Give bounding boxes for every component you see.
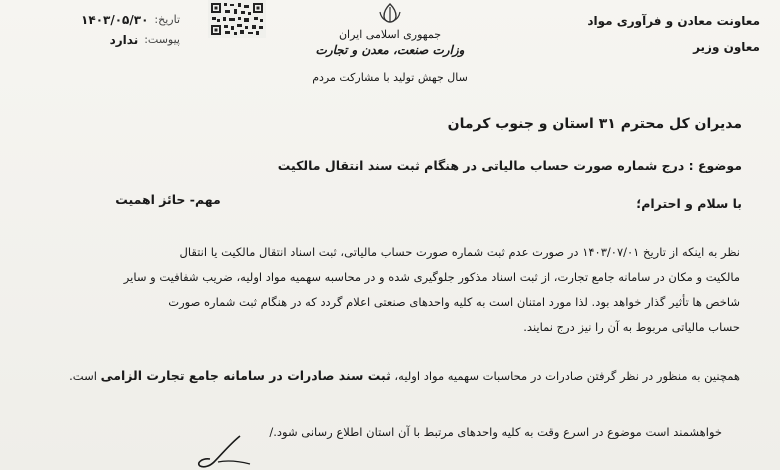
paragraph-text: همچنین به منظور در نظر گرفتن صادرات در محاسبات سهمیه مواد اولیه، <box>390 369 740 383</box>
letter-meta <box>40 10 180 50</box>
year-slogan: سال جهش تولید با مشارکت مردم <box>312 71 468 84</box>
date-label: تاریخ: <box>154 13 180 26</box>
recipient-line: مدیران کل محترم ۳۱ استان و جنوب کرمان <box>447 116 742 132</box>
attachment-value: ندارد <box>109 33 139 47</box>
republic-name: جمهوری اسلامی ایران <box>338 28 442 41</box>
importance-label: مهم- حائز اهمیت <box>115 192 221 207</box>
body-paragraph-1 <box>45 240 740 340</box>
date-row <box>40 10 180 30</box>
letterhead <box>290 2 490 86</box>
paragraph-line: شاخص ها تأثیر گذار خواهد بود. لذا مورد امتنان است به کلیه واحدهای صنعتی اعلام گردد که در هنگام ثبت شماره صورت <box>168 295 740 309</box>
paragraph-bold-text: ثبت سند صادرات در سامانه جامع تجارت الزامی <box>100 368 391 383</box>
paragraph-text-end: است. <box>69 369 101 383</box>
paragraph-line: حساب مالیاتی مربوط به آن را نیز درج نمایند. <box>523 320 740 334</box>
ministry-name: وزارت صنعت، معدن و تجارت <box>315 43 465 57</box>
issuer-role: معاون وزیر <box>693 40 760 54</box>
date-value: ۱۴۰۳/۰۵/۳۰ <box>81 13 149 27</box>
paragraph-line: نظر به اینکه از تاریخ ۱۴۰۳/۰۷/۰۱ در صورت عدم ثبت شماره صورت حساب مالیاتی، ثبت اسناد انتقال مالکیت یا انتقال <box>179 245 740 259</box>
subject-line: موضوع : درج شماره صورت حساب مالیاتی در هنگام ثبت سند انتقال مالکیت <box>277 158 742 173</box>
body-paragraph-2 <box>35 364 740 388</box>
attachment-row <box>40 30 180 50</box>
paragraph-line: مالکیت و مکان در سامانه جامع تجارت، از ثبت اسناد مذکور جلوگیری شده و در محاسبه سهمیه مواد اولیه، ضریب شفافیت و سایر <box>123 270 740 284</box>
signature-icon <box>170 432 260 470</box>
issuer-deputy-name: معاونت معادن و فرآوری مواد <box>587 14 760 28</box>
greeting-line: با سلام و احترام؛ <box>636 196 742 211</box>
attachment-label: پیوست: <box>144 33 180 46</box>
qr-code-icon <box>208 0 266 38</box>
issuer-block <box>587 8 760 60</box>
emblem-icon <box>372 2 408 24</box>
body-paragraph-3: خواهشمند است موضوع در اسرع وقت به کلیه واحدهای مرتبط با آن استان اطلاع رسانی شود./ <box>269 425 722 439</box>
